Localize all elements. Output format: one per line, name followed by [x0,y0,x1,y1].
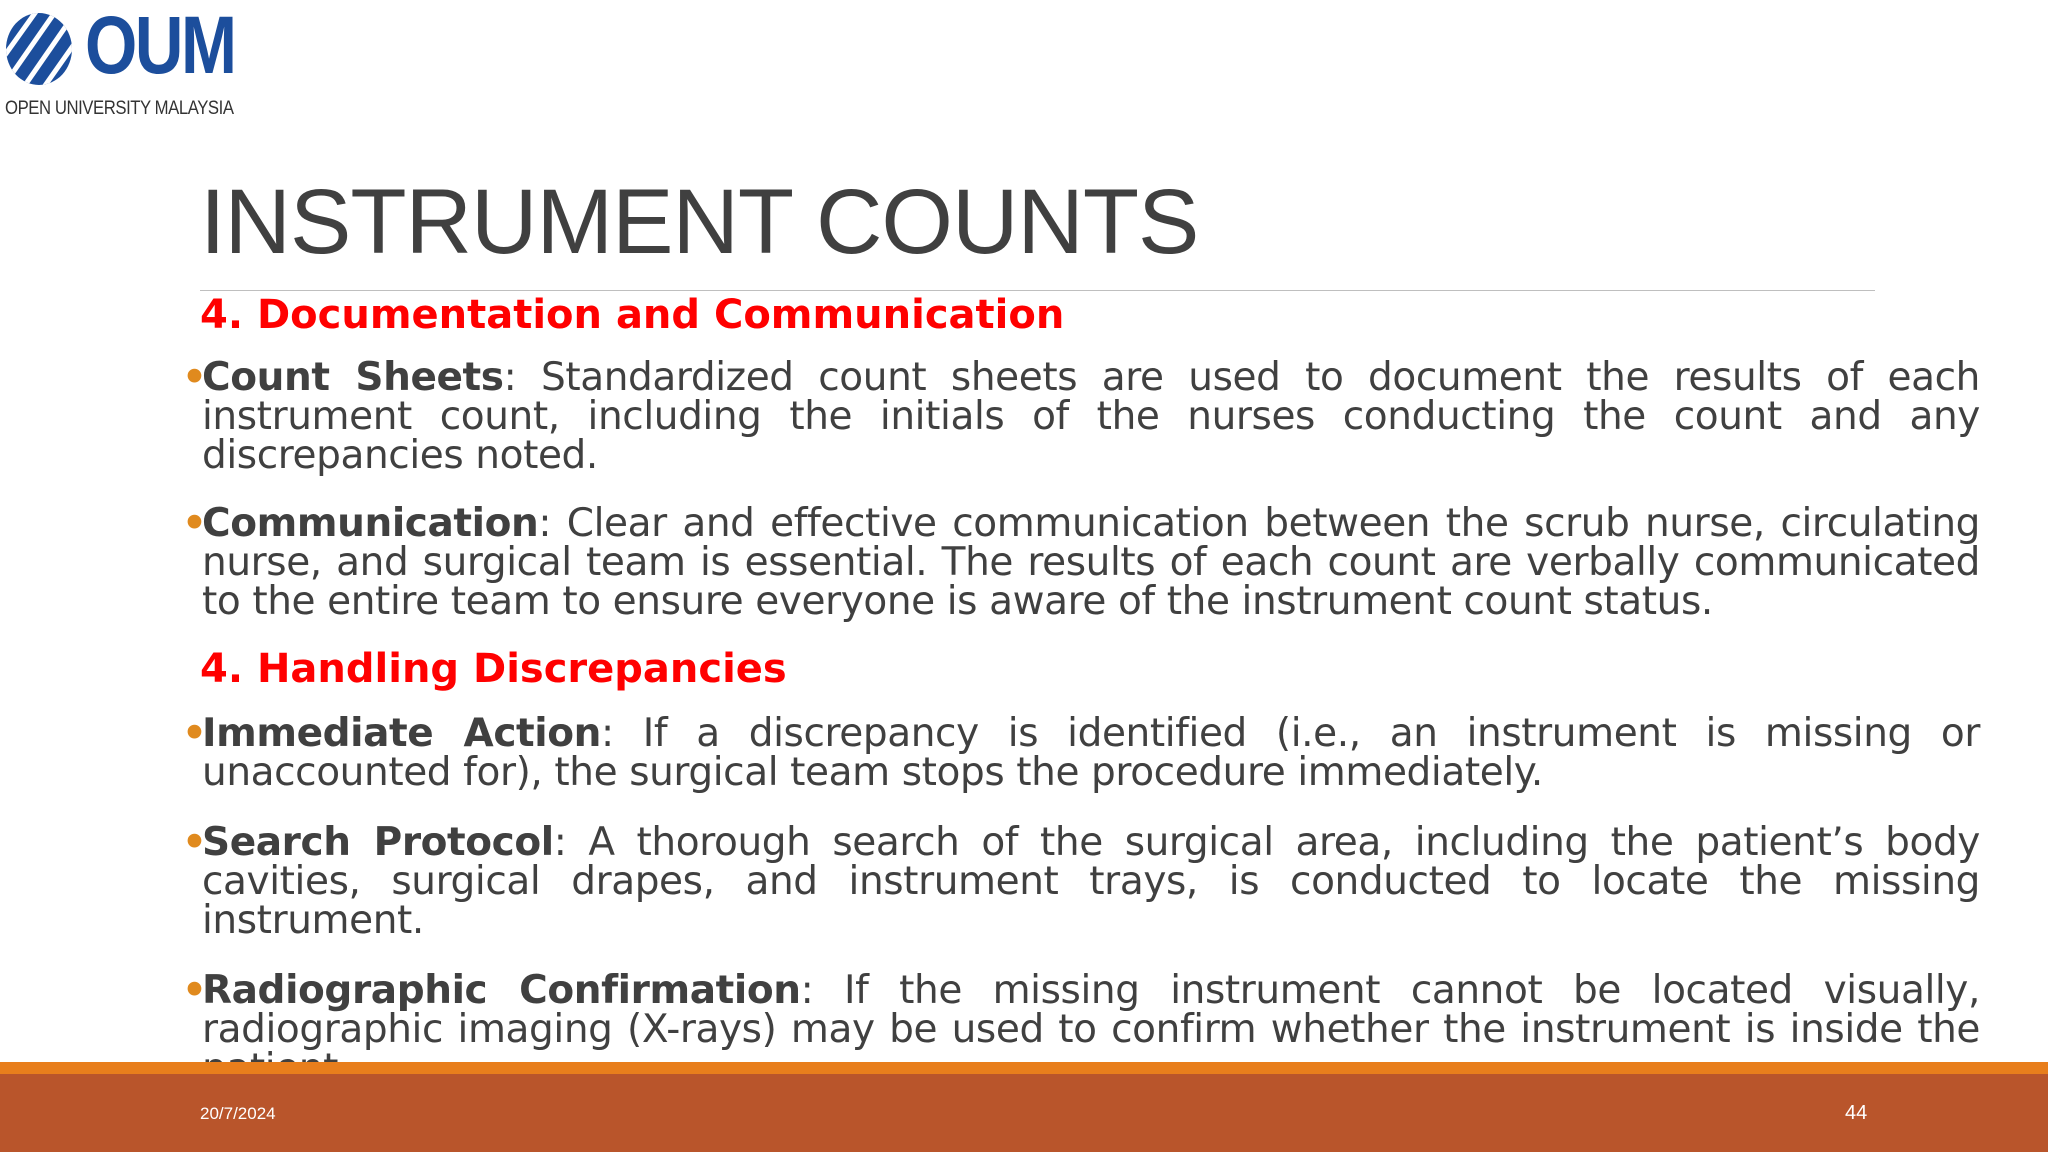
slide-content [182,292,1980,1088]
logo-wordmark: OUM [85,0,235,91]
bullet-term: Search Protocol [202,820,554,865]
footer-date: 20/7/2024 [200,1104,276,1123]
bullet-text: : If a discrepancy is identified (i.e., an instrument is missing or unaccounted for), the surgical team stops the procedure immediately. [202,711,1980,795]
bullet-text: : Standardized count sheets are used to document the results of each instrument count, including the initials of the nurses conducting the count and any discrepancies noted. [202,355,1980,478]
bullet-dot: • [182,501,207,546]
bullet-dot: • [182,355,207,400]
logo-subtitle: OPEN UNIVERSITY MALAYSIA [5,98,234,119]
bullet-count-sheets [182,355,1980,478]
page-number: 44 [1845,1102,1868,1124]
bullet-text: : A thorough search of the surgical area, including the patient’s body cavities, surgical drapes, and instrument trays, is conducted to locate the missing instrument. [202,820,1980,943]
bullet-dot: • [182,820,207,865]
section-heading-documentation: 4. Documentation and Communication [200,292,1065,338]
bullet-dot: • [182,968,207,1013]
bullet-dot: • [182,711,207,756]
bullet-text: : If the missing instrument cannot be located visually, radiographic imaging (X-rays) may be used to confirm whether the instrument is inside the [202,968,1980,1052]
slide-title: INSTRUMENT COUNTS [200,171,1199,273]
footer-bar [0,1074,2048,1152]
title-divider [200,290,1875,291]
oum-logo [5,0,235,120]
footer-accent-stripe [0,1062,2048,1074]
bullet-term: Immediate Action [202,711,602,756]
section-heading-discrepancies: 4. Handling Discrepancies [200,646,787,692]
bullet-search-protocol [182,820,1980,943]
bullet-term: Communication [202,501,539,546]
bullet-term: Radiographic Confirmation [202,968,801,1013]
bullet-communication [182,501,1980,624]
oum-globe-icon [5,9,77,89]
bullet-text: : Clear and effective communication between the scrub nurse, circulating nurse, and surgical team is essential. The results of each count are verbally communicated to the entire team to ensure everyone is aware of the instrument count status. [202,501,1980,624]
bullet-immediate-action [182,711,1980,795]
bullet-term: Count Sheets [202,355,504,400]
